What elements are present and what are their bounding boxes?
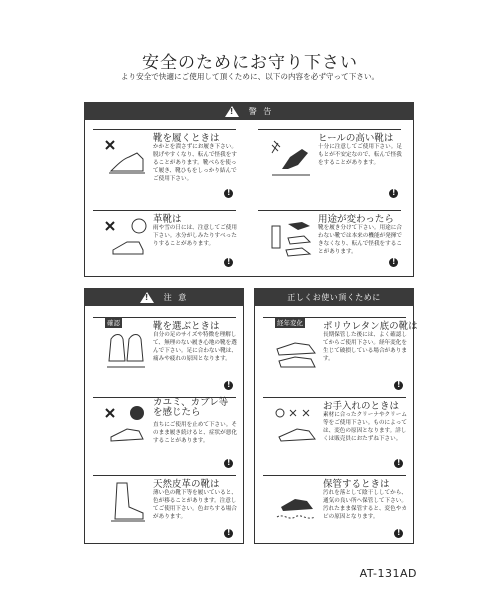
- proper-use-header: [254, 288, 414, 306]
- warning-panel: [84, 102, 414, 277]
- exclamation-icon: [394, 529, 403, 538]
- itch-rash-illustration: [103, 403, 149, 447]
- exclamation-icon: [394, 381, 403, 390]
- card-text: 雨や雪の日には、注意してご使用下さい。水分がしみたりすべったりすることがあります。: [153, 225, 237, 247]
- page-subtitle: より安全で快適にご使用して頂くために、以下の内容を必ず守って下さい。: [120, 72, 380, 81]
- proper-use-header-label: 正しくお使い頂くために: [287, 292, 381, 302]
- foot-measure-illustration: [103, 331, 149, 375]
- card-text: 長期保管した後には、よく確認してからご使用下さい。経年変化を生じて破損している場合があります。: [323, 332, 407, 362]
- proper-use-panel: [254, 288, 418, 544]
- card-title: ヒールの高い靴は: [318, 133, 394, 144]
- leather-sock-illustration: [103, 481, 149, 525]
- exclamation-icon: [224, 189, 233, 198]
- card-text: 汚れを落として陰干ししてから、通気の良い所へ保管して下さい。汚れたまま保管すると、変色やカビの原因となります。: [323, 490, 407, 520]
- exclamation-icon: [224, 258, 233, 267]
- exclamation-icon: [224, 529, 233, 538]
- warning-header-label: 警 告: [248, 106, 274, 116]
- caution-header: [84, 288, 244, 306]
- card-text: 靴を履き分けて下さい。用途に合わない靴では本来の機能が発揮できなくなり、転んで怪我をすることがあります。: [318, 225, 402, 255]
- card-title: 革靴は: [153, 214, 182, 225]
- card-title: 用途が変わったら: [318, 214, 394, 225]
- card-text: かかとを潰さずにお履き下さい。脱げやすくなり、転んで怪我をすることがあります。靴べらを使って履き、靴ひもをしっかり結んでご使用下さい。: [153, 144, 237, 182]
- shoe-types-illustration: [268, 216, 314, 260]
- caution-header-label: 注 意: [163, 292, 189, 302]
- shoe-heel-crush-illustration: [103, 135, 149, 179]
- exclamation-icon: [224, 381, 233, 390]
- card-text: 自分の足のサイズや特徴を理解して、無理のない履き心地の靴を選んで下さい。足に合わない靴は、痛みや疲れの原因となります。: [153, 332, 237, 362]
- shoe-storage-illustration: [273, 481, 319, 525]
- check-badge: 確認: [107, 319, 120, 327]
- shoe-care-illustration: [273, 403, 319, 447]
- product-code: AT-131AD: [359, 567, 417, 580]
- card-text: 薄い色の靴下等を履いていると、色が移ることがあります。注意してご使用下さい。色おちする場合があります。: [153, 490, 237, 520]
- page-title: 安全のためにお守り下さい: [142, 53, 358, 73]
- card-title: 靴を選ぶときは: [153, 321, 220, 332]
- card-text: 素材に合ったクリーナやクリーム等をご使用下さい。ものによっては、変色の原因となります。詳しくは販売員におたずね下さい。: [323, 412, 407, 442]
- aging-badge: 経年変化: [277, 319, 303, 327]
- polyurethane-sole-illustration: [273, 331, 319, 375]
- high-heel-fall-illustration: [268, 135, 314, 179]
- card-title: 靴を履くときは: [153, 133, 220, 144]
- card-text: 直ちにご使用を止めて下さい。そのまま履き続けると、症状が悪化することがあります。: [153, 422, 237, 444]
- exclamation-icon: [389, 258, 398, 267]
- exclamation-icon: [224, 459, 233, 468]
- card-title: お手入れのときは: [323, 401, 400, 412]
- card-text: 十分に注意してご使用下さい。足もとが不安定なので、転んで怪我をすることがあります。: [318, 144, 402, 166]
- caution-panel: [84, 288, 244, 544]
- leather-shoe-rain-illustration: [103, 216, 149, 260]
- card-title: 保管するときは: [323, 479, 390, 490]
- card-title: カユミ、カブレ等を感じたら: [153, 397, 229, 418]
- card-title: ポリウレタン底の靴は: [323, 321, 418, 332]
- exclamation-icon: [389, 189, 398, 198]
- warning-triangle-icon: [225, 106, 239, 117]
- caution-triangle-icon: [140, 292, 154, 303]
- card-title: 天然皮革の靴は: [153, 479, 220, 490]
- warning-header: [84, 102, 414, 120]
- exclamation-icon: [394, 459, 403, 468]
